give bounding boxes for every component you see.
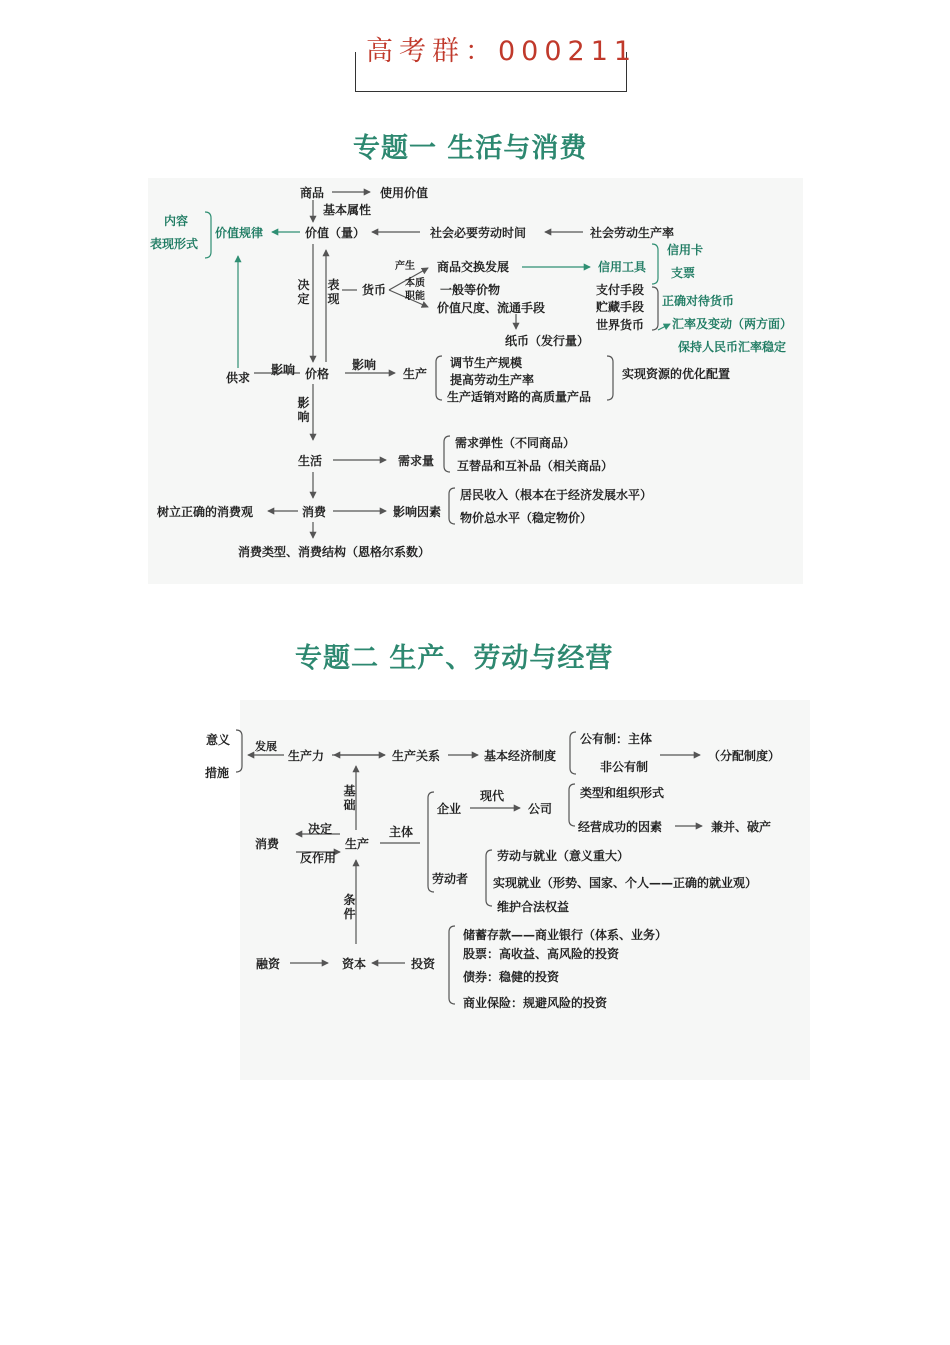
node2-zhidu: 基本经济制度: [484, 749, 557, 763]
node-huti: 互替品和互补品（相关商品）: [457, 459, 614, 473]
node-shangpin: 商品: [300, 186, 325, 200]
node2-tiaojian-vertical: 条件: [343, 893, 356, 921]
node2-xiaofei: 消费: [255, 837, 280, 851]
node-shengchan: 生产: [403, 367, 428, 381]
node-yingxiang1: 影响: [271, 363, 296, 377]
node-huilv: 汇率及变动（两方面）: [672, 317, 793, 331]
topic2-title: 专题二 生产、劳动与经营: [295, 643, 614, 674]
node2-yiyi: 意义: [206, 733, 231, 747]
header-text: 高考群：000211: [366, 36, 638, 67]
node2-fenpei: （分配制度）: [708, 749, 781, 763]
node2-gongyou: 公有制：主体: [580, 732, 653, 746]
node2-gupiao: 股票：高收益、高风险的投资: [463, 947, 620, 961]
node-jueding-vertical: 决定: [297, 278, 310, 306]
node2-guanxi: 生产关系: [392, 749, 441, 763]
node-zhucang: 贮藏手段: [596, 300, 645, 314]
node-guilv: 价值规律: [215, 226, 264, 240]
node2-chenggong: 经营成功的因素: [578, 820, 663, 834]
node-yinsu: 影响因素: [393, 505, 442, 519]
node2-feigong: 非公有制: [600, 760, 649, 774]
node2-chuxu: 储蓄存款——商业银行（体系、业务）: [463, 928, 668, 942]
node2-laodongzhe: 劳动者: [432, 872, 469, 886]
node2-jichu-vertical: 基础: [343, 784, 356, 812]
node2-jueding: 决定: [308, 822, 333, 836]
node-tanxing: 需求弹性（不同商品）: [455, 436, 576, 450]
node2-shengchanli: 生产力: [288, 749, 325, 763]
node-chansheng: 产生: [395, 261, 415, 272]
node2-rongzi: 融资: [256, 957, 281, 971]
node-youhua: 实现资源的优化配置: [622, 367, 731, 381]
node-biaoxian-vertical: 表现: [327, 278, 340, 306]
node-zhineng: 职能: [405, 291, 425, 302]
node-leixing: 消费类型、消费结构（恩格尔系数）: [238, 545, 431, 559]
topic1-title: 专题一 生活与消费: [353, 133, 588, 164]
node-yingxiang-vertical: 影响: [297, 396, 310, 424]
node-gongqiu: 供求: [226, 371, 251, 385]
node-neirong: 内容: [164, 214, 189, 228]
node2-qiye: 企业: [437, 802, 462, 816]
node-zhifu: 支付手段: [596, 283, 645, 297]
node2-baoxian: 商业保险：规避风险的投资: [463, 996, 608, 1010]
node2-xiandai: 现代: [480, 789, 505, 803]
node2-weihu: 维护合法权益: [497, 900, 570, 914]
node-shixiao: 生产适销对路的高质量产品: [447, 390, 592, 404]
node-baochi: 保持人民币汇率稳定: [678, 340, 787, 354]
node-jiage: 价格: [305, 367, 330, 381]
node2-gongsi: 公司: [528, 802, 553, 816]
node-jiaohuan: 商品交换发展: [437, 260, 510, 274]
node2-touzi: 投资: [411, 957, 436, 971]
node2-fanzuoyong: 反作用: [300, 851, 337, 865]
node-benzhi: 本质: [405, 278, 425, 289]
node-huobi: 货币: [362, 283, 387, 297]
node-tigao: 提高劳动生产率: [450, 373, 535, 387]
node-xiaofei: 消费: [302, 505, 327, 519]
node-shengchanlv: 社会劳动生产率: [590, 226, 675, 240]
node2-zhuti: 主体: [389, 825, 414, 839]
node2-ziben: 资本: [342, 957, 367, 971]
node-dengjiawu: 一般等价物: [440, 283, 501, 297]
node-xuqiu: 需求量: [398, 454, 435, 468]
node2-zhaiquan: 债券：稳健的投资: [463, 970, 560, 984]
node2-shengchan: 生产: [345, 837, 370, 851]
node-chidu: 价值尺度、流通手段: [437, 301, 546, 315]
node2-fazhan: 发展: [255, 740, 277, 753]
node-biaoxian: 表现形式: [150, 237, 199, 251]
node-zhibi: 纸币（发行量）: [505, 334, 590, 348]
node-zhengque: 正确对待货币: [662, 294, 735, 308]
node2-shixian: 实现就业（形势、国家、个人——正确的就业观）: [493, 876, 758, 890]
node2-leixing: 类型和组织形式: [580, 786, 665, 800]
node2-jiuye: 劳动与就业（意义重大）: [497, 849, 630, 863]
node-shenghuo: 生活: [298, 454, 323, 468]
node-tiaojie: 调节生产规模: [450, 356, 523, 370]
node-xinyongka: 信用卡: [667, 243, 704, 257]
node-jumin: 居民收入（根本在于经济发展水平）: [460, 488, 653, 502]
node-xinyong: 信用工具: [598, 260, 647, 274]
node-shiyong: 使用价值: [380, 186, 429, 200]
node-zhipiao: 支票: [671, 266, 696, 280]
node-shijie: 世界货币: [596, 318, 645, 332]
node2-cuoshi: 措施: [205, 766, 230, 780]
node-wujia: 物价总水平（稳定物价）: [460, 511, 593, 525]
node-shuli: 树立正确的消费观: [157, 505, 254, 519]
node-jiazhi: 价值（量）: [305, 226, 366, 240]
node2-jianbing: 兼并、破产: [711, 820, 772, 834]
node-biyao: 社会必要劳动时间: [430, 226, 527, 240]
node-yingxiang2: 影响: [352, 358, 377, 372]
node-jiben: 基本属性: [323, 203, 372, 217]
